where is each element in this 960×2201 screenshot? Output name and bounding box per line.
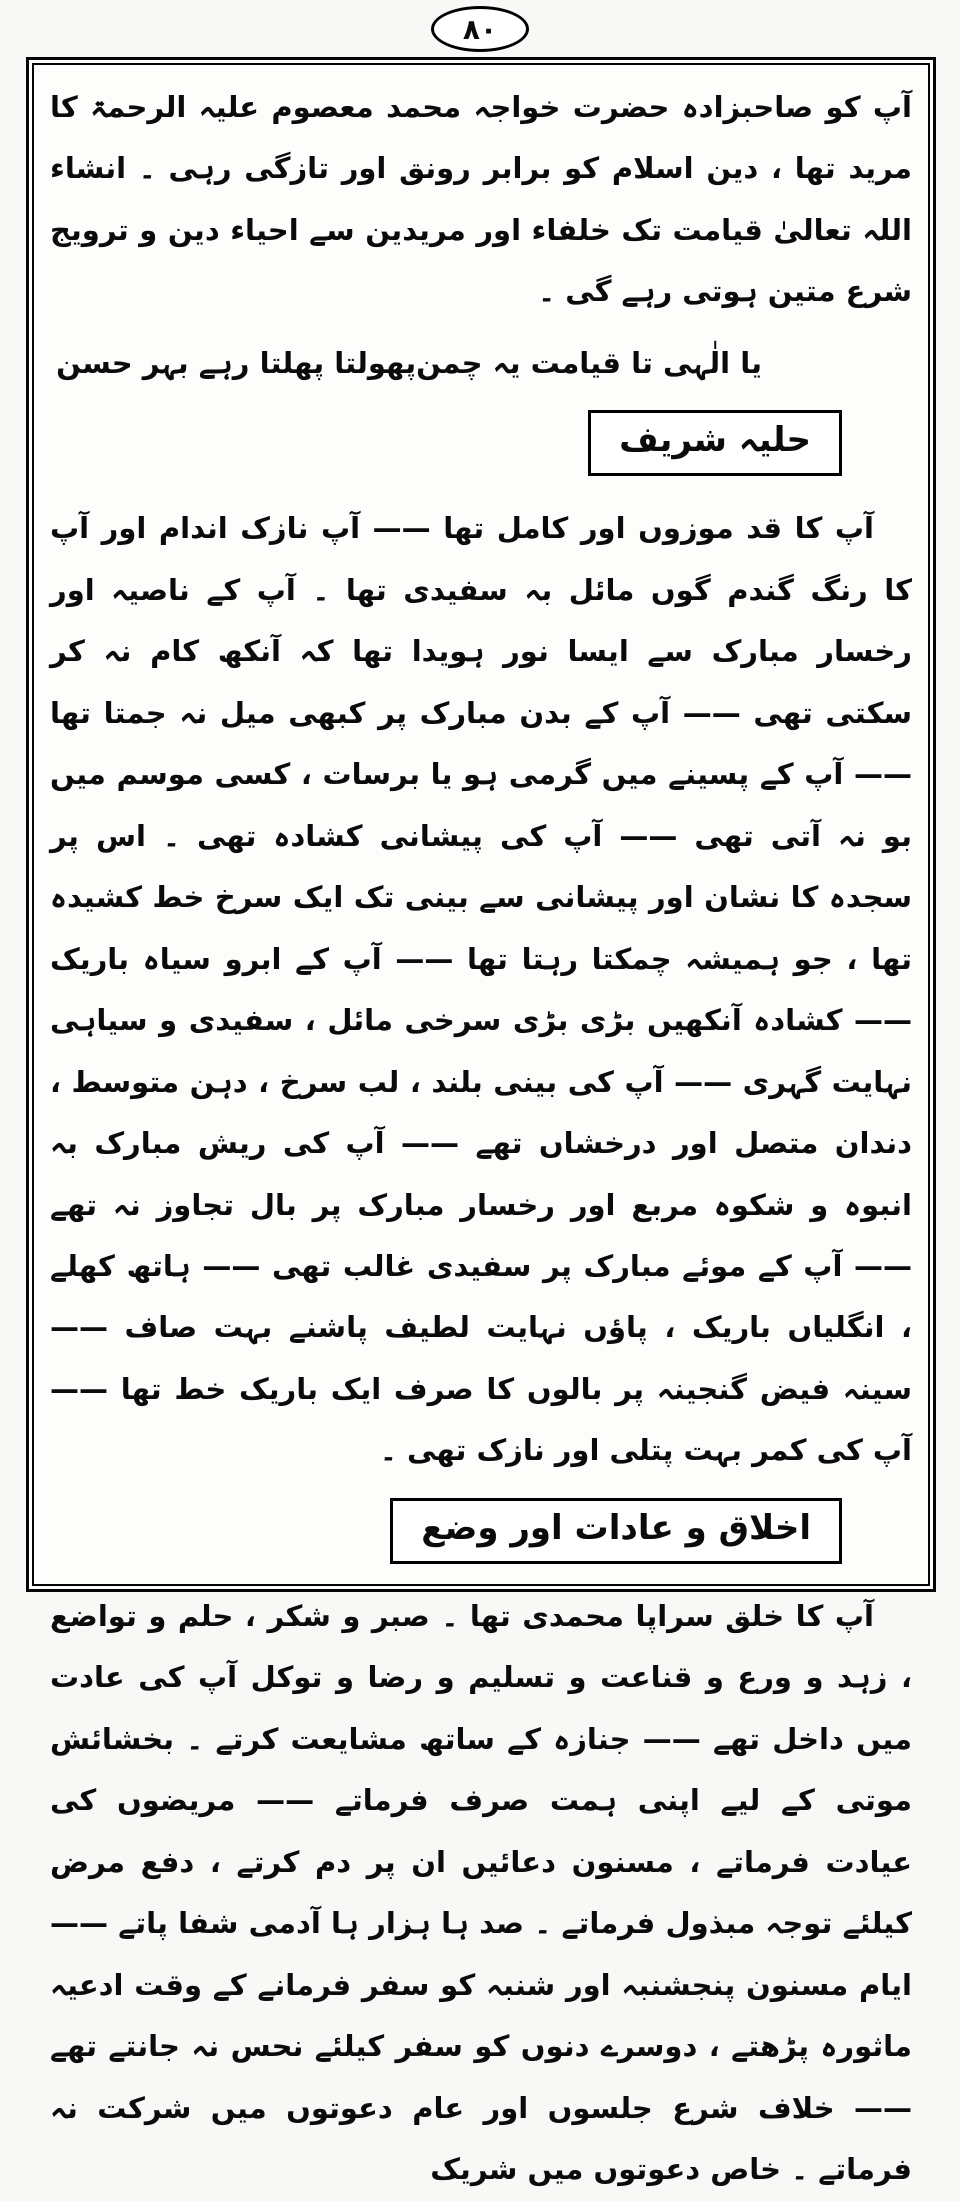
section-heading-row-akhlaq	[50, 1498, 842, 1564]
section-heading-akhlaq	[390, 1498, 842, 1564]
section-heading-hilya-sharif	[588, 410, 842, 476]
section-heading-row-hilya	[50, 410, 842, 476]
page-content	[50, 77, 912, 2201]
page-border-outer	[26, 57, 936, 2187]
akhlaq-paragraph: آپ کا خلق سراپا محمدی تھا ۔ صبر و شکر ، حلم و تواضع ، زہد و ورع و قناعت و تسلیم و رضا و توکل آپ کی عادت میں داخل تھے —— جنازہ کے ساتھ مشایعت کرتے ۔ بخشائش موتی کے لیے اپنی ہمت صرف فرماتے —— مریضوں کی عیادت فرماتے ، مسنون دعائیں ان پر دم کرتے ، دفع مرض کیلئے توجہ مبذول فرماتے ۔ صد ہا ہزار ہا آدمی شفا پاتے —— ایام مسنون پنجشنبہ اور شنبہ کو سفر فرمانے کے وقت ادعیہ ماثورہ پڑھتے ، دوسرے دنوں کو سفر کیلئے نحس نہ جانتے تھے —— خلاف شرع جلسوں اور عام دعوتوں میں شرکت نہ فرماتے ۔ خاص دعوتوں میں شریک	[50, 1598, 912, 2187]
verse-couplet	[50, 331, 912, 394]
page-number: ۸۰	[462, 12, 498, 46]
verse-first-hemistich: یا الٰہی تا قیامت یہ چمن	[416, 345, 762, 380]
intro-paragraph: آپ کو صاحبزادہ حضرت خواجہ محمد معصوم علیہ الرحمۃ کا مرید تھا ، دین اسلام کو برابر رونق اور تازگی رہی ۔ انشاء اللہ تعالیٰ قیامت تک خلفاء اور مریدین سے احیاء دین و ترویج شرع متین ہوتی رہے گی ۔	[50, 90, 912, 309]
page-border-inner	[32, 63, 930, 2187]
verse-second-hemistich: پھولتا پھلتا رہے بہر حسن	[56, 345, 417, 380]
section-heading-hilya-label: حلیہ شریف	[619, 420, 811, 461]
section-heading-akhlaq-label: اخلاق و عادات اور وضع	[421, 1507, 811, 1548]
hilya-sharif-paragraph: آپ کا قد موزوں اور کامل تھا —— آپ نازک اندام اور آپ کا رنگ گندم گوں مائل بہ سفیدی تھا ۔ آپ کے ناصیہ اور رخسار مبارک سے ایسا نور ہویدا تھا کہ آنکھ کام نہ کر سکتی تھی —— آپ کے بدن مبارک پر کبھی میل نہ جمتا تھا —— آپ کے پسینے میں گرمی ہو یا برسات ، کسی موسم میں بو نہ آتی تھی —— آپ کی پیشانی کشادہ تھی ۔ اس پر سجدہ کا نشان اور پیشانی سے بینی تک ایک سرخ خط کشیدہ تھا ، جو ہمیشہ چمکتا رہتا تھا —— آپ کے ابرو سیاہ باریک —— کشادہ آنکھیں بڑی بڑی سرخی مائل ، سفیدی و سیاہی نہایت گہری —— آپ کی بینی بلند ، لب سرخ ، دہن متوسط ، دندان متصل اور درخشاں تھے —— آپ کی ریش مبارک بہ انبوہ و شکوہ مربع اور رخسار مبارک پر بال تجاوز نہ تھے —— آپ کے موئے مبارک پر سفیدی غالب تھی —— ہاتھ کھلے ، انگلیاں باریک ، پاؤں نہایت لطیف پاشنے بہت صاف —— سینہ فیض گنجینہ پر بالوں کا صرف ایک باریک خط تھا —— آپ کی کمر بہت پتلی اور نازک تھی ۔	[50, 511, 912, 1468]
page-number-badge	[431, 6, 529, 52]
